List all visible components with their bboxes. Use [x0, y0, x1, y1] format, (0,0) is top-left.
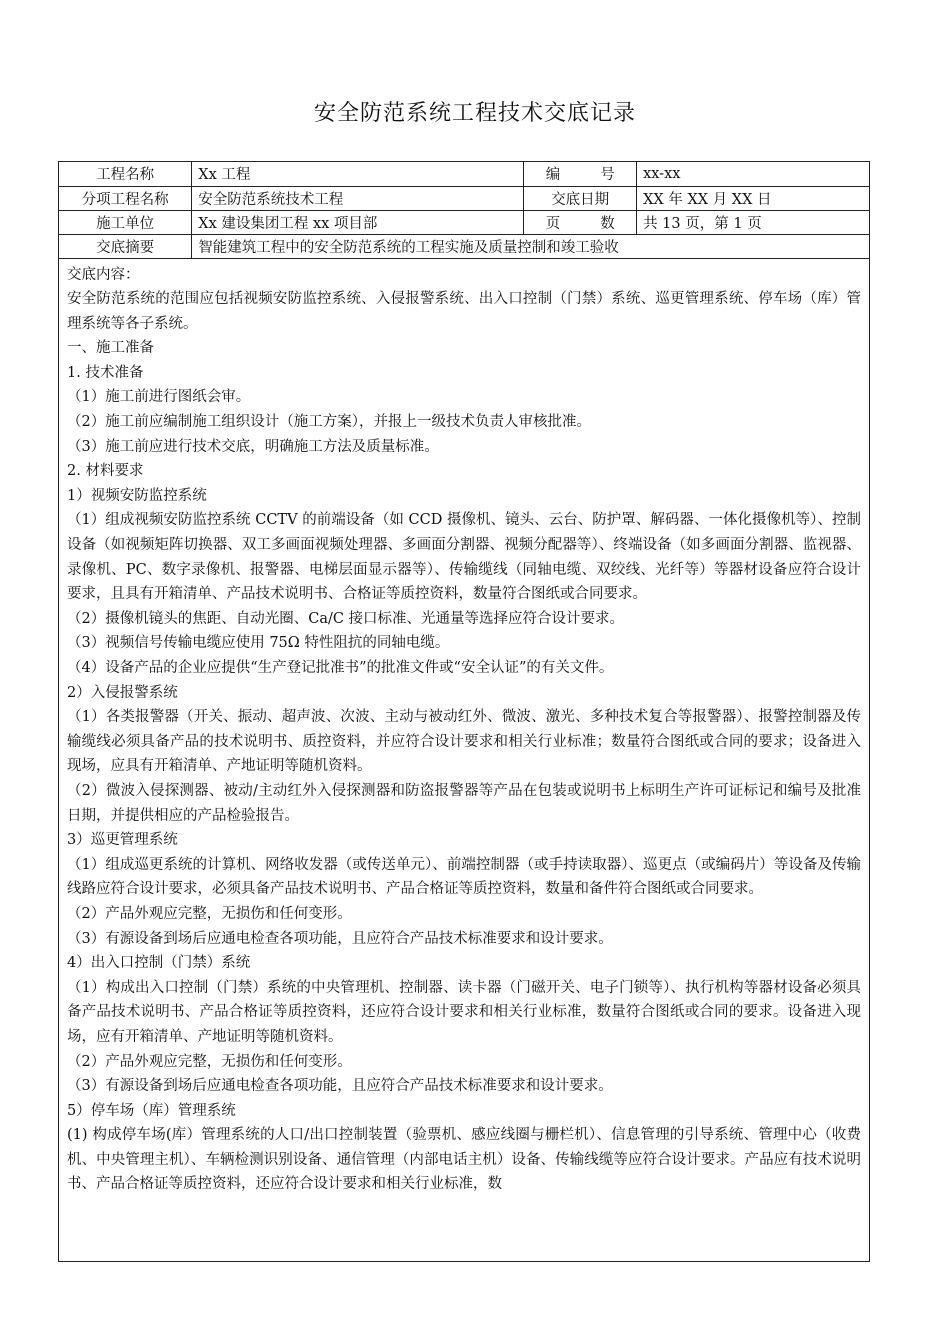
pages-label-a: 页	[545, 215, 561, 232]
content-item: （1）构成出入口控制（门禁）系统的中央管理机、控制器、读卡器（门磁开关、电子门锁等）、执行机构等器材设备必须具备产品技术说明书、产品合格证等质控资料，还应符合设计要求和相关行业标准，数量符合图纸或合同的要求。设备进入现场，应有开箱清单、产地证明等随机资料。	[67, 979, 861, 1045]
number-label-b: 号	[600, 167, 615, 184]
info-table	[59, 162, 869, 259]
number-label-a: 编	[545, 167, 561, 184]
info-row-project	[59, 162, 869, 186]
sub-project-label: 分项工程名称	[59, 186, 192, 210]
section-heading: 一、施工准备	[67, 340, 154, 357]
content-item: （2）微波入侵探测器、被动/主动红外入侵探测器和防盗报警器等产品在包装或说明书上标明生产许可证标记和编号及批准日期，并提供相应的产品检验报告。	[67, 782, 861, 824]
info-row-summary	[59, 234, 869, 258]
sub-project-value: 安全防范系统技术工程	[192, 186, 524, 210]
content-body	[59, 259, 869, 1198]
date-label: 交底日期	[524, 186, 637, 210]
content-item: （1）施工前进行图纸会审。	[67, 389, 251, 406]
content-item: （2）施工前应编制施工组织设计（施工方案），并报上一级技术负责人审核批准。	[67, 414, 591, 431]
subsection-heading: 2. 材料要求	[67, 463, 144, 480]
pages-label	[524, 210, 637, 234]
content-item: （3）有源设备到场后应通电检查各项功能，且应符合产品技术标准要求和设计要求。	[67, 930, 613, 947]
content-item: （3）施工前应进行技术交底，明确施工方法及质量标准。	[67, 438, 439, 455]
content-item: （1）各类报警器（开关、振动、超声波、次波、主动与被动红外、微波、激光、多种技术复合等报警器）、报警控制器及传输缆线必须具备产品的技术说明书、质控资料，并应符合设计要求和相关行业标准；数量符合图纸或合同的要求；设备进入现场，应具有开箱清单、产地证明等随机资料。	[67, 709, 861, 775]
subsection-heading: 1. 技术准备	[67, 364, 144, 381]
summary-value: 智能建筑工程中的安全防范系统的工程实施及质量控制和竣工验收	[192, 234, 869, 258]
content-heading: 交底内容：	[67, 266, 140, 283]
content-item: （4）设备产品的企业应提供“生产登记批准书”的批准文件或“安全认证”的有关文件。	[67, 660, 614, 676]
system-heading: 3）巡更管理系统	[67, 832, 178, 849]
content-item: （3）视频信号传输电缆应使用 75Ω 特性阻抗的同轴电缆。	[67, 635, 450, 652]
system-heading: 5）停车场（库）管理系统	[67, 1102, 236, 1119]
unit-label: 施工单位	[59, 210, 192, 234]
content-item: （2）产品外观应完整，无损伤和任何变形。	[67, 1053, 352, 1070]
content-item: （1）组成巡更系统的计算机、网络收发器（或传送单元）、前端控制器（或手持读取器）、巡更点（或编码片）等设备及传输线路应符合设计要求，必须具备产品技术说明书、产品合格证等质控资料，数量和备件符合图纸或合同要求。	[67, 856, 861, 898]
info-row-unit	[59, 210, 869, 234]
project-name-label: 工程名称	[59, 162, 192, 186]
summary-label: 交底摘要	[59, 234, 192, 258]
system-heading: 2）入侵报警系统	[67, 684, 178, 701]
system-heading: 1）视频安防监控系统	[67, 487, 207, 504]
document-title: 安全防范系统工程技术交底记录	[313, 101, 636, 126]
number-label	[524, 162, 637, 186]
info-row-subproject	[59, 186, 869, 210]
content-item: （1）组成视频安防监控系统 CCTV 的前端设备（如 CCD 摄像机、镜头、云台、防护罩、解码器、一体化摄像机等）、控制设备（如视频矩阵切换器、双工多画面视频处理器、多画面分割器、视频分配器等）、终端设备（如多画面分割器、监视器、录像机、PC、数字录像机、报警器、电梯层面显示器等）、传输缆线（同轴电缆、双绞线、光纤等）等器材设备应符合设计要求，且具有开箱清单、产品技术说明书、合格证等质控资料，数量符合图纸或合同要求。	[67, 512, 861, 603]
content-item: （3）有源设备到场后应通电检查各项功能，且应符合产品技术标准要求和设计要求。	[67, 1078, 613, 1095]
pages-label-b: 数	[600, 215, 615, 232]
content-item: (1) 构成停车场(库）管理系统的人口/出口控制装置（验票机、感应线圈与栅栏机）、信息管理的引导系统、管理中心（收费机、中央管理主机）、车辆检测识别设备、通信管理（内部电话主机）设备、传输线缆等应符合设计要求。产品应有技术说明书、产品合格证等质控资料，还应符合设计要求和相关行业标准，数	[67, 1127, 861, 1193]
number-value: xx-xx	[637, 162, 869, 186]
content-paragraph: 安全防范系统的范围应包括视频安防监控系统、入侵报警系统、出入口控制（门禁）系统、巡更管理系统、停车场（库）管理系统等各子系统。	[67, 291, 861, 332]
pages-value: 共 13 页，第 1 页	[637, 210, 869, 234]
content-item: （2）摄像机镜头的焦距、自动光圈、Ca/C 接口标准、光通量等选择应符合设计要求。	[67, 610, 625, 627]
date-value: XX 年 XX 月 XX 日	[637, 186, 869, 210]
project-name-value: Xx 工程	[192, 162, 524, 186]
unit-value: Xx 建设集团工程 xx 项目部	[192, 210, 524, 234]
system-heading: 4）出入口控制（门禁）系统	[67, 955, 251, 972]
record-form	[58, 161, 870, 1262]
content-item: （2）产品外观应完整，无损伤和任何变形。	[67, 905, 352, 922]
